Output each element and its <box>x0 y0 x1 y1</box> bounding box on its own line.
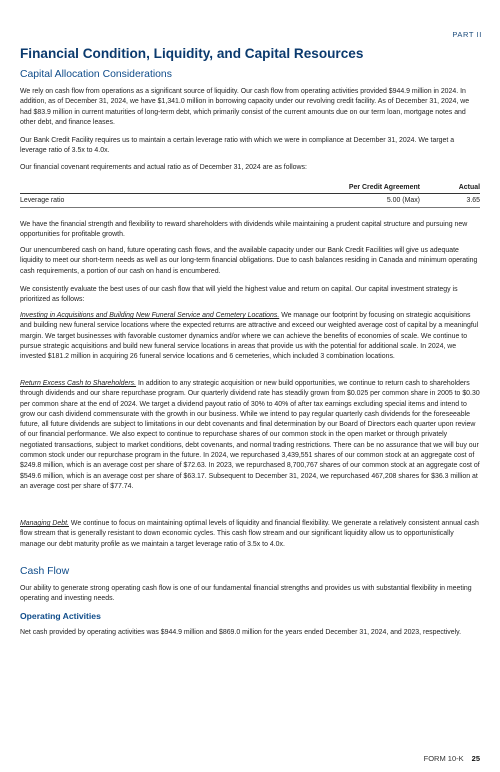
row-agreement: 5.00 (Max) <box>270 194 420 208</box>
return-cash-lead: Return Excess Cash to Shareholders. <box>20 380 137 387</box>
capital-paragraph-2: Our Bank Credit Facility requires us to maintain a certain leverage ratio with which we were in compliance at December 31, 2024. We target a leverage ratio of 3.5x to 4.0x. <box>20 137 455 155</box>
operating-activities-heading: Operating Activities <box>20 611 101 621</box>
capital-allocation-heading: Capital Allocation Considerations <box>20 69 172 80</box>
capital-paragraph-6: We consistently evaluate the best uses of our cash flow that will yield the highest value and return on capital. Our capital investment strategy is prioritized as follows: <box>20 286 458 304</box>
capital-paragraph-4: We have the financial strength and flexibility to reward shareholders with dividends while maintaining a prudent capital structure and pursuing new opportunities for profitable growth. <box>20 221 468 239</box>
managing-debt-body: We continue to focus on maintaining optimal levels of liquidity and financial flexibility. We generate a relatively consistent annual cash flow stream that is generally resistant to down economic cycles. This cash flow stream and our significant liquidity allow us to opportunistically manage our debt maturity profile as we maintain a target leverage ratio of 3.5x to 4.0x. <box>20 520 479 548</box>
table-header-actual: Actual <box>420 184 480 194</box>
row-label: Leverage ratio <box>20 194 270 208</box>
cash-flow-paragraph-2: Net cash provided by operating activities was $944.9 million and $869.0 million for the years ended December 31, 2024, and 2023, respectively. <box>20 629 462 636</box>
table-header-agreement: Per Credit Agreement <box>270 184 420 194</box>
capital-paragraph-5: Our unencumbered cash on hand, future operating cash flows, and the available capacity under our Bank Credit Facilities will give us adequate liquidity to meet our short-term needs as well as our long-term financial obligations. Due to cash balances residing in Canada and minimum operating cash requirements, a portion of our cash on hand is encumbered. <box>20 247 478 275</box>
investing-lead: Investing in Acquisitions and Building New Funeral Service and Cemetery Locations. <box>20 312 280 319</box>
table-header-label <box>20 184 270 194</box>
page-footer <box>424 754 480 763</box>
managing-debt-lead: Managing Debt. <box>20 520 69 527</box>
part-label: PART II <box>452 30 482 39</box>
table-row <box>20 194 480 208</box>
investing-body: We manage our footprint by focusing on strategic acquisitions and building new funeral service locations where the expected returns are attractive and exceed our weighted average cost of capital by a meaningful margin. We target businesses with favorable customer dynamics and/or where we can achieve the benefits of economies of scale. We continue to pursue strategic acquisitions and build new funeral service locations in areas that provide us with the potential for additional scale. In 2024, we invested $181.2 million in acquiring 26 funeral service locations and 6 cemeteries, which included 3 combination locations. <box>20 312 479 361</box>
cash-flow-paragraph-1: Our ability to generate strong operating cash flow is one of our fundamental financial strengths and provides us with substantial flexibility in meeting operating and investing needs. <box>20 585 472 603</box>
return-cash-paragraph <box>20 379 480 492</box>
page-number: 25 <box>471 754 480 763</box>
page-title: Financial Condition, Liquidity, and Capital Resources <box>20 46 364 61</box>
covenant-table <box>20 184 480 208</box>
return-cash-body: In addition to any strategic acquisition or new build opportunities, we continue to return cash to shareholders through dividends and our share repurchase program. Our quarterly dividend rate has steadily grown from $0.025 per common share in 2005 to $0.30 per common share at the end of 2024. We target a dividend payout ratio of 30% to 40% of after tax earnings excluding special items and intend to grow our cash dividend commensurate with the growth in our business. While we intend to pay regular quarterly cash dividends for the foreseeable future, all future dividends are subject to limitations in our debt covenants and final determination by our Board of Directors each quarter upon review of our financial performance. We also expect to continue to repurchase shares of our common stock in the open market or through privately negotiated transactions, subject to market conditions, debt covenants, and normal trading restrictions. There can be no assurance that we will buy our common stock under our repurchase program in the future. In 2024, we repurchased 3,439,551 shares of our common stock at an aggregate cost of $249.8 million, which is an average cost per share of $72.63. In 2023, we repurchased 8,700,767 shares of our common stock at an aggregate cost of $549.6 million, which is an average cost per share of $63.17. Subsequent to December 31, 2024, we repurchased 467,208 shares for $36.3 million at an average cost per share of $77.74. <box>20 380 480 490</box>
table-header-row <box>20 184 480 194</box>
cash-flow-heading: Cash Flow <box>20 566 70 577</box>
investing-paragraph <box>20 311 480 362</box>
managing-debt-paragraph <box>20 519 480 550</box>
row-actual: 3.65 <box>420 194 480 208</box>
capital-paragraph-1: We rely on cash flow from operations as a significant source of liquidity. Our cash flow from operating activities provided $944.9 million in 2024. In addition, as of December 31, 2024, we have $1,341.0 million in borrowing capacity under our revolving credit facility. As of December 31, 2024, we had $83.9 million in current maturities of long-term debt, which primarily consist of the current amounts due on our term loan, mortgage notes and other debt, and finance leases. <box>20 88 470 126</box>
form-label: FORM 10-K <box>423 754 464 763</box>
capital-paragraph-3: Our financial covenant requirements and actual ratio as of December 31, 2024 are as follows: <box>20 164 307 171</box>
